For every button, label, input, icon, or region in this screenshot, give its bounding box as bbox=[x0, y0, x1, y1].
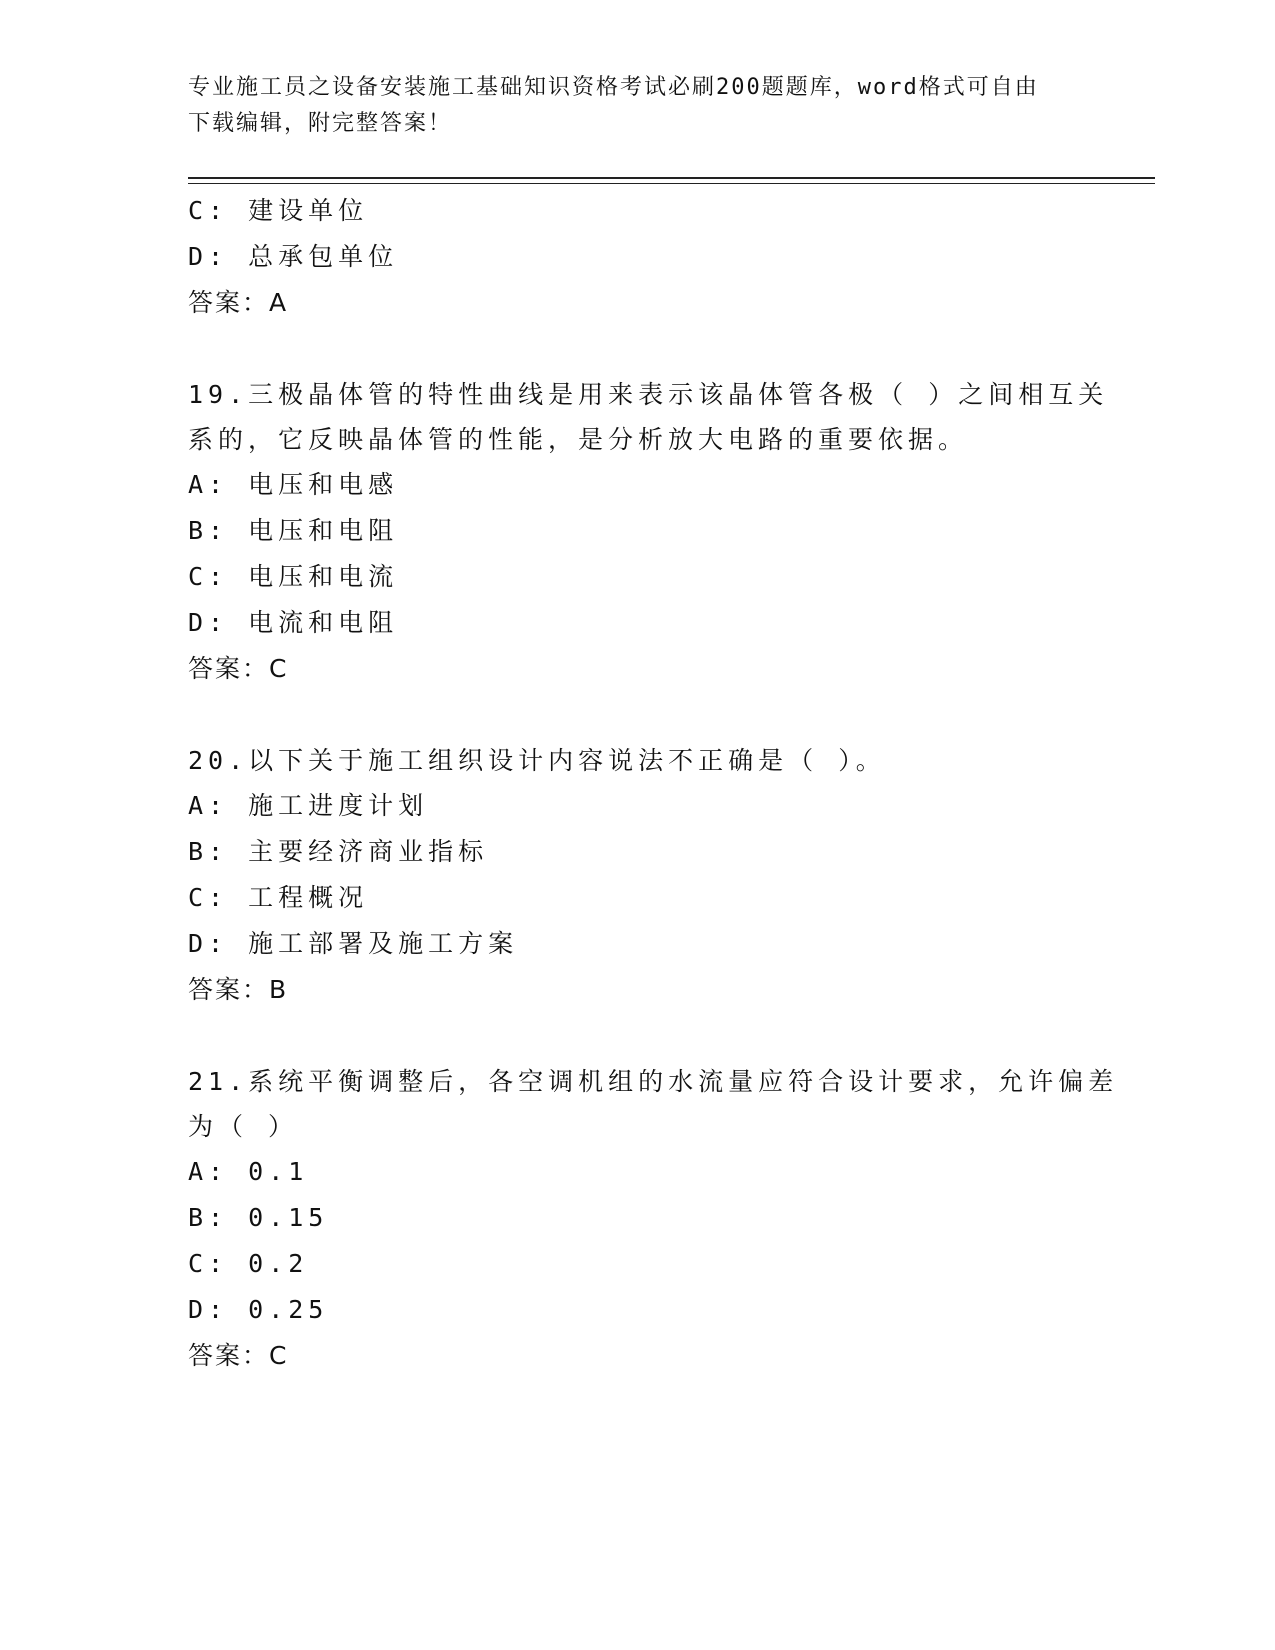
spacer bbox=[188, 692, 1088, 738]
header-title-line-1: 专业施工员之设备安装施工基础知识资格考试必刷200题题库，word格式可自由 bbox=[188, 75, 1039, 100]
spacer bbox=[188, 326, 1088, 372]
q21-option-d: D: 0.25 bbox=[188, 1295, 329, 1324]
q20-option-a: A: 施工进度计划 bbox=[188, 791, 429, 820]
q20-answer: 答案：B bbox=[188, 975, 289, 1004]
q19-option-d: D: 电流和电阻 bbox=[188, 608, 399, 637]
document-header bbox=[188, 70, 1088, 142]
q20-option-b: B: 主要经济商业指标 bbox=[188, 837, 489, 866]
q19-stem-line-1: 19.三极晶体管的特性曲线是用来表示该晶体管各极（ ）之间相互关 bbox=[188, 380, 1109, 409]
q18-option-d: D: 总承包单位 bbox=[188, 242, 399, 271]
q20-stem-line-1: 20.以下关于施工组织设计内容说法不正确是（ ）。 bbox=[188, 746, 886, 775]
q21-option-c: C: 0.2 bbox=[188, 1249, 309, 1278]
q21-answer: 答案：C bbox=[188, 1341, 289, 1370]
header-divider-thick bbox=[188, 177, 1155, 179]
q19-answer: 答案：C bbox=[188, 654, 289, 683]
header-divider-thin bbox=[188, 183, 1155, 184]
spacer bbox=[188, 1013, 1088, 1059]
question-list bbox=[188, 188, 1119, 1379]
q21-stem-line-2: 为（ ） bbox=[188, 1112, 299, 1141]
q19-option-b: B: 电压和电阻 bbox=[188, 516, 399, 545]
q21-stem-line-1: 21.系统平衡调整后，各空调机组的水流量应符合设计要求，允许偏差 bbox=[188, 1067, 1119, 1096]
q21-option-a: A: 0.1 bbox=[188, 1157, 309, 1186]
header-title-line-2: 下载编辑，附完整答案！ bbox=[188, 111, 453, 136]
q19-stem-line-2: 系的，它反映晶体管的性能，是分析放大电路的重要依据。 bbox=[188, 425, 969, 454]
q19-option-c: C: 电压和电流 bbox=[188, 562, 399, 591]
q18-answer: 答案：A bbox=[188, 288, 289, 317]
q19-option-a: A: 电压和电感 bbox=[188, 470, 399, 499]
q20-option-d: D: 施工部署及施工方案 bbox=[188, 929, 519, 958]
q20-option-c: C: 工程概况 bbox=[188, 883, 369, 912]
q18-option-c: C: 建设单位 bbox=[188, 196, 369, 225]
q21-option-b: B: 0.15 bbox=[188, 1203, 329, 1232]
